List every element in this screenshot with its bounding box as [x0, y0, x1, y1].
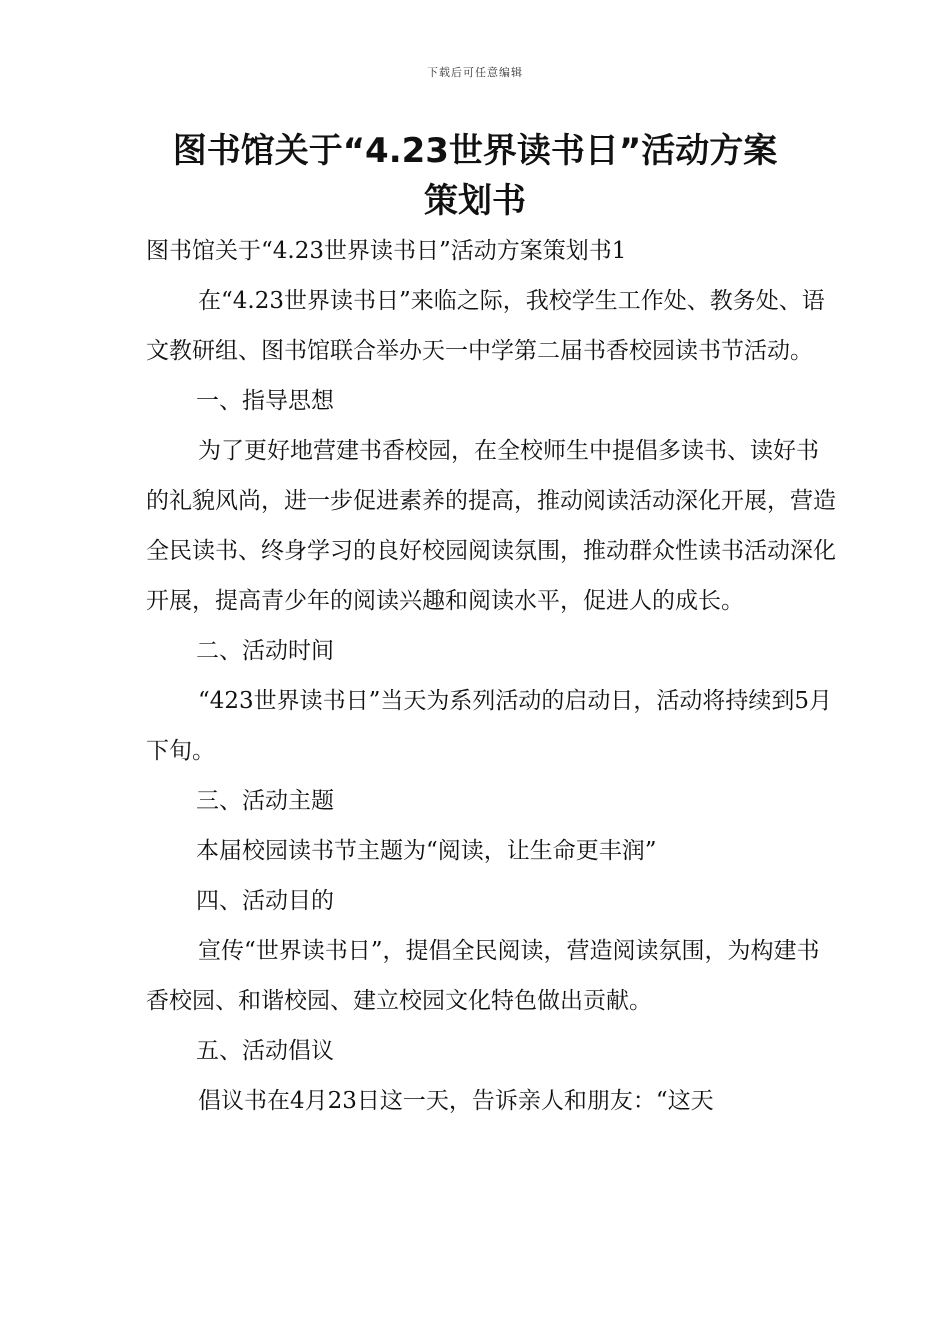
paragraph-intro: 在“4.23世界读书日”来临之际，我校学生工作处、教务处、语文教研组、图书馆联合举办天一中学第二届书香校园读书节活动。 — [146, 288, 825, 364]
paragraph-guiding-thought: 为了更好地营建书香校园，在全校师生中提倡多读书、读好书的礼貌风尚，进一步促进素养的提高，推动阅读活动深化开展，营造全民读书、终身学习的良好校园阅读氛围，推动群众性读书活动深化开展，提高青少年的阅读兴趣和阅读水平，促进人的成长。 — [146, 438, 836, 614]
paragraph-activity-purpose: 宣传“世界读书日”，提倡全民阅读，营造阅读氛围，为构建书香校园、和谐校园、建立校园文化特色做出贡献。 — [146, 938, 820, 1014]
paragraph-activity-proposal: 倡议书在4月23日这一天，告诉亲人和朋友：“这天 — [198, 1088, 714, 1114]
document-title-line1: 图书馆关于“4.23世界读书日”活动方案 — [172, 131, 778, 171]
section-heading-1: 一、指导思想 — [196, 388, 334, 414]
section-heading-3: 三、活动主题 — [196, 788, 334, 814]
document-body — [146, 226, 836, 1126]
paragraph-activity-time: “423世界读书日”当天为系列活动的启动日，活动将持续到5月下旬。 — [146, 688, 833, 764]
section-heading-2: 二、活动时间 — [196, 638, 334, 664]
paragraph-activity-theme: 本届校园读书节主题为“阅读，让生命更丰润” — [196, 838, 657, 864]
document-subtitle: 图书馆关于“4.23世界读书日”活动方案策划书1 — [146, 238, 627, 264]
document-title — [60, 126, 890, 226]
header-note: 下载后可任意编辑 — [427, 66, 523, 79]
section-heading-4: 四、活动目的 — [196, 888, 334, 914]
section-heading-5: 五、活动倡议 — [196, 1038, 334, 1064]
document-title-line2: 策划书 — [424, 181, 526, 221]
